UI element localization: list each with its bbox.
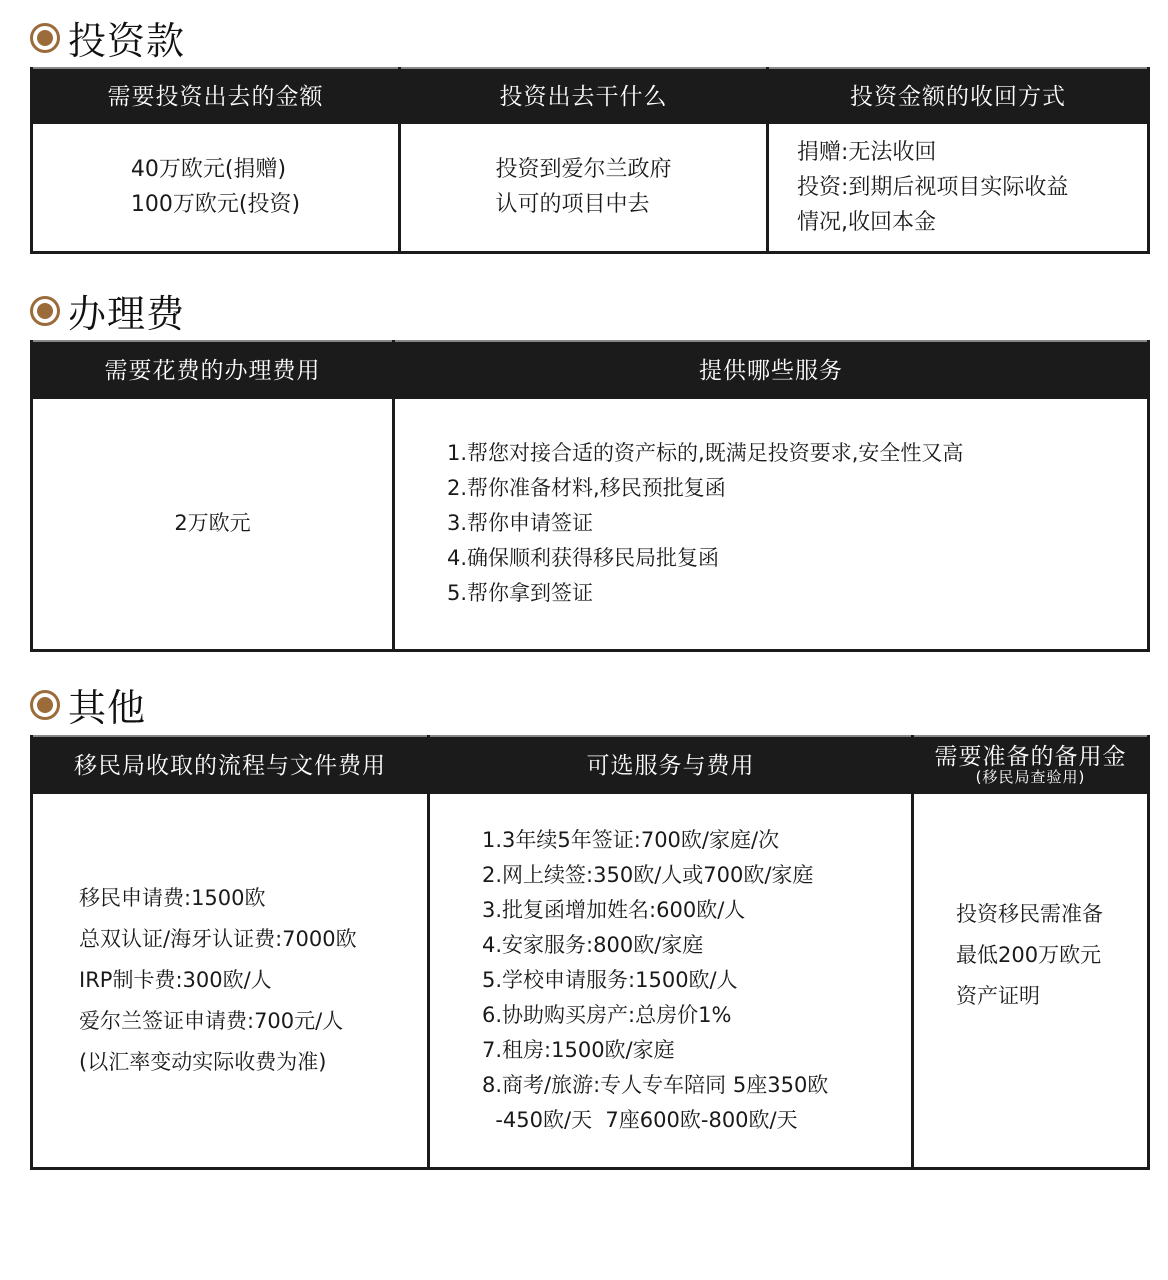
purpose-line: 投资到爱尔兰政府 [495,157,672,182]
recovery-line: 捐赠:无法收回 [797,139,937,165]
reserve-funds-cell [913,792,1149,1168]
fee-item: 移民申请费:1500欧 [79,885,266,910]
header-amount: 需要投资出去的金额 [32,68,400,122]
radio-bullet-icon [30,23,60,53]
reserve-line: 最低200万欧元 [956,942,1102,967]
radio-bullet-icon [30,296,60,326]
service-item: 4.确保顺利获得移民局批复函 [447,546,720,570]
section-title-other [30,677,146,732]
service-item: 2.帮你准备材料,移民预批复函 [447,476,726,500]
handling-table [30,340,1150,652]
purpose-line: 认可的项目中去 [495,192,650,217]
recovery-line: 情况,收回本金 [797,209,936,235]
radio-bullet-icon [30,690,60,720]
section-title-text: 其他 [68,686,147,730]
other-table [30,735,1150,1170]
section-title-investment [30,10,185,65]
optional-service-item: -450欧/天 7座600欧-800欧/天 [482,1107,798,1132]
fee-item: IRP制卡费:300欧/人 [79,967,272,992]
header-reserve-sub: (移民局查验用) [975,767,1086,786]
investment-table [30,67,1150,254]
optional-service-item: 3.批复函增加姓名:600欧/人 [482,897,746,922]
optional-service-item: 1.3年续5年签证:700欧/家庭/次 [482,827,780,852]
recovery-cell [768,122,1149,252]
fee-item: 爱尔兰签证申请费:700元/人 [79,1008,344,1033]
optional-service-item: 2.网上续签:350欧/人或700欧/家庭 [482,862,814,887]
header-reserve-title: 需要准备的备用金 [934,743,1127,770]
section-title-handling [30,283,185,338]
fee-cell [32,397,394,650]
amount-investment: 100万欧元(投资) [130,192,301,217]
fee-value: 2万欧元 [174,511,251,535]
optional-service-item: 5.学校申请服务:1500欧/人 [482,967,738,992]
reserve-line: 资产证明 [956,983,1040,1008]
amount-cell [32,122,400,252]
optional-service-item: 4.安家服务:800欧/家庭 [482,932,704,957]
purpose-cell [400,122,768,252]
fee-item: (以汇率变动实际收费为准) [79,1049,327,1074]
section-title-text: 投资款 [68,19,186,63]
fee-item: 总双认证/海牙认证费:7000欧 [79,926,357,951]
recovery-line: 投资:到期后视项目实际收益 [797,174,1069,200]
header-services: 提供哪些服务 [394,341,1149,397]
service-item: 3.帮你申请签证 [447,511,594,535]
reserve-line: 投资移民需准备 [956,901,1103,926]
section-title-text: 办理费 [68,292,186,336]
header-reserve-funds [913,736,1149,792]
service-item: 5.帮你拿到签证 [447,581,594,605]
service-item: 1.帮您对接合适的资产标的,既满足投资要求,安全性又高 [447,441,964,465]
amount-donation: 40万欧元(捐赠) [130,157,287,182]
services-cell [394,397,1149,650]
header-optional-services: 可选服务与费用 [429,736,913,792]
optional-services-cell [429,792,913,1168]
optional-service-item: 8.商考/旅游:专人专车陪同 5座350欧 [482,1072,829,1097]
official-fees-cell [32,792,429,1168]
header-purpose: 投资出去干什么 [400,68,768,122]
optional-service-item: 7.租房:1500欧/家庭 [482,1037,675,1062]
optional-service-item: 6.协助购买房产:总房价1% [482,1002,732,1027]
header-fee: 需要花费的办理费用 [32,341,394,397]
header-official-fees: 移民局收取的流程与文件费用 [32,736,429,792]
header-recovery: 投资金额的收回方式 [768,68,1149,122]
